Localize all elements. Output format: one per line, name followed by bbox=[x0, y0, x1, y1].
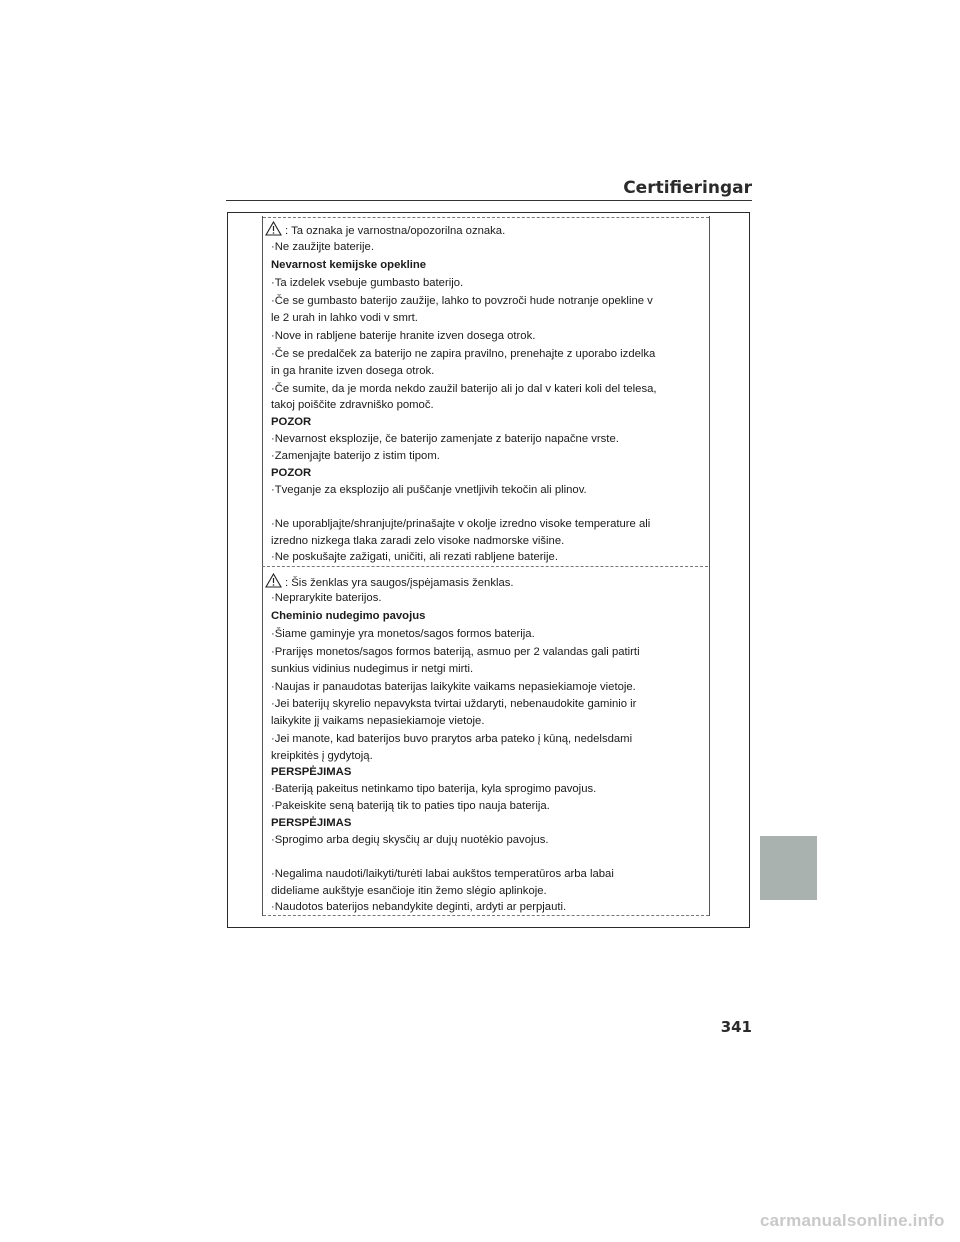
text-line: ·Pakeiskite seną bateriją tik to paties tipo nauja baterija. bbox=[271, 800, 550, 812]
text-line: takoj poiščite zdravniško pomoč. bbox=[271, 399, 434, 411]
text-line: ·Ne zaužijte baterije. bbox=[271, 241, 374, 253]
caution-heading: POZOR bbox=[271, 416, 312, 428]
chapter-tab bbox=[760, 836, 817, 900]
caution-heading: PERSPĖJIMAS bbox=[271, 817, 352, 829]
watermark: carmanualsonline.info bbox=[760, 1211, 945, 1230]
text-line: in ga hranite izven dosega otrok. bbox=[271, 365, 435, 377]
text-line: ·Ta izdelek vsebuje gumbasto baterijo. bbox=[271, 277, 464, 289]
text-line: ·Neprarykite baterijos. bbox=[271, 592, 382, 604]
text-line: ·Sprogimo arba degių skysčių ar dujų nuotėkio pavojus. bbox=[271, 834, 549, 846]
text-line: ·Naujas ir panaudotas baterijas laikykite vaikams nepasiekiamoje vietoje. bbox=[271, 681, 636, 693]
text-line: ·Nevarnost eksplozije, če baterijo zamenjate z baterijo napačne vrste. bbox=[271, 433, 619, 445]
warning-triangle-icon bbox=[265, 221, 282, 236]
page-number: 341 bbox=[720, 1018, 752, 1036]
section-title: Certifieringar bbox=[623, 178, 752, 198]
text-line: sunkius vidinius nudegimus ir netgi mirti. bbox=[271, 663, 474, 675]
text-line: ·Nove in rabljene baterije hranite izven dosega otrok. bbox=[271, 330, 536, 342]
text-line: ·Če se predalček za baterijo ne zapira pravilno, prenehajte z uporabo izdelka bbox=[271, 348, 656, 360]
text-line: laikykite jį vaikams nepasiekiamoje vietoje. bbox=[271, 715, 485, 727]
text-line: ·Naudotos baterijos nebandykite deginti, ardyti ar perpjauti. bbox=[271, 901, 567, 913]
lithuanian-warning-line bbox=[265, 573, 514, 590]
caution-heading: PERSPĖJIMAS bbox=[271, 766, 352, 778]
text-line: ·Jei manote, kad baterijos buvo prarytos arba pateko į kūną, nedelsdami bbox=[271, 733, 633, 745]
text-line: ·Ne uporabljajte/shranjujte/prinašajte v okolje izredno visoke temperature ali bbox=[271, 518, 651, 530]
section-heading: Nevarnost kemijske opekline bbox=[271, 259, 427, 271]
text-line: ·Če se gumbasto baterijo zaužije, lahko to povzroči hude notranje opekline v bbox=[271, 295, 653, 307]
text-line: ·Prarijęs monetos/sagos formos bateriją, asmuo per 2 valandas gali patirti bbox=[271, 646, 640, 658]
warning-text: : Šis ženklas yra saugos/įspėjamasis ženklas. bbox=[285, 577, 514, 589]
text-line: ·Bateriją pakeitus netinkamo tipo baterija, kyla sprogimo pavojus. bbox=[271, 783, 597, 795]
warning-triangle-icon bbox=[265, 573, 282, 588]
text-line: ·Tveganje za eksplozijo ali puščanje vnetljivih tekočin ali plinov. bbox=[271, 484, 587, 496]
header-divider bbox=[226, 200, 752, 201]
warning-text: : Ta oznaka je varnostna/opozorilna oznaka. bbox=[285, 225, 506, 237]
text-line: ·Negalima naudoti/laikyti/turėti labai aukštos temperatūros arba labai bbox=[271, 868, 614, 880]
text-line: izredno nizkega tlaka zaradi zelo visoke nadmorske višine. bbox=[271, 535, 565, 547]
text-line: ·Ne poskušajte zažigati, uničiti, ali rezati rabljene baterije. bbox=[271, 551, 558, 563]
text-line: dideliame aukštyje esančioje itin žemo slėgio aplinkoje. bbox=[271, 885, 547, 897]
text-line: ·Šiame gaminyje yra monetos/sagos formos baterija. bbox=[271, 628, 535, 640]
text-line: ·Če sumite, da je morda nekdo zaužil baterijo ali jo dal v kateri koli del telesa, bbox=[271, 383, 657, 395]
caution-heading: POZOR bbox=[271, 467, 312, 479]
slovenian-warning-line bbox=[265, 221, 505, 238]
text-line: le 2 urah in lahko vodi v smrt. bbox=[271, 312, 418, 324]
text-line: ·Jei baterijų skyrelio nepavyksta tvirtai uždaryti, nebenaudokite gaminio ir bbox=[271, 698, 637, 710]
language-divider bbox=[262, 566, 708, 567]
text-line: ·Zamenjajte baterijo z istim tipom. bbox=[271, 450, 440, 462]
text-line: kreipkitės į gydytoją. bbox=[271, 750, 373, 762]
section-heading: Cheminio nudegimo pavojus bbox=[271, 610, 426, 622]
